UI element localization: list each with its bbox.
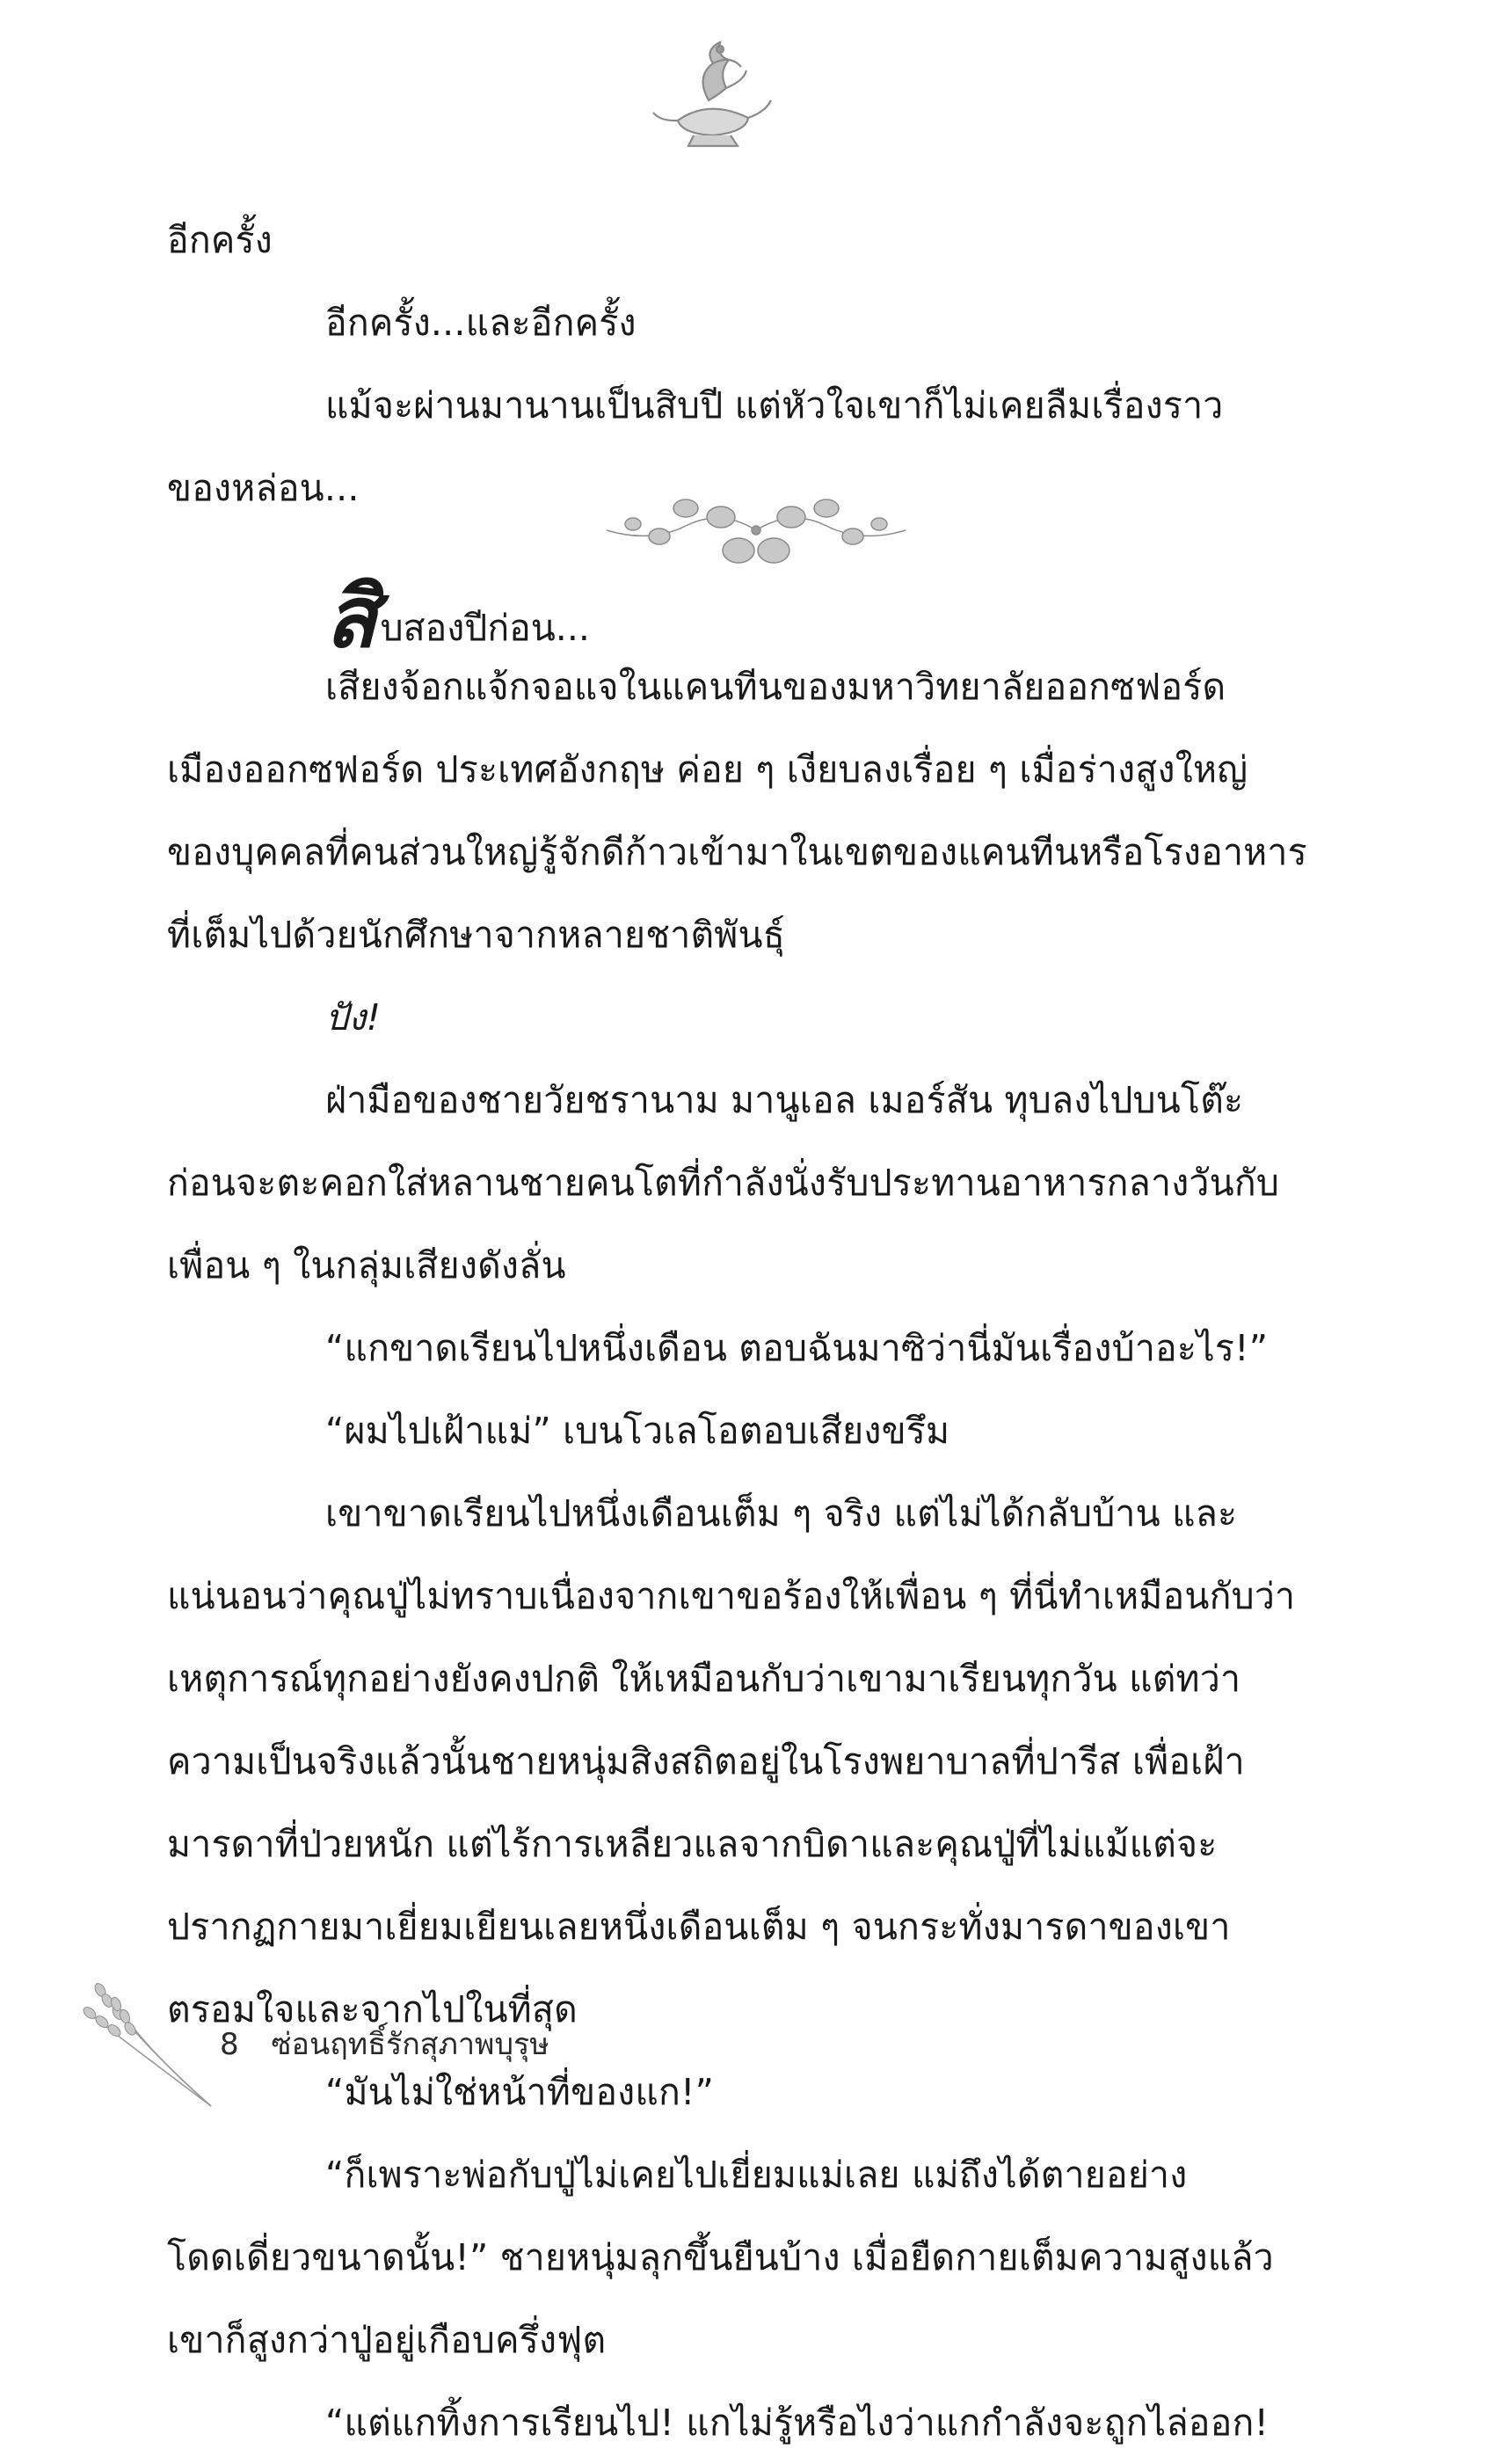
paragraph-line: ความเป็นจริงแล้วนั้นชายหนุ่มสิงสถิตอยู่ในโรงพยาบาลที่ปารีส เพื่อเฝ้า <box>167 1740 1245 1782</box>
chapter-opening-text: บสองปีก่อน... <box>380 607 590 649</box>
paragraph-line: ที่เต็มไปด้วยนักศึกษาจากหลายชาติพันธุ์ <box>167 914 785 956</box>
page-number: 8 <box>220 2027 239 2062</box>
sound-effect: ปัง! <box>325 996 382 1039</box>
lavender-sprig-icon <box>79 1974 229 2115</box>
paragraph-line: เสียงจ้อกแจ้กจอแจในแคนทีนของมหาวิทยาลัยออกซฟอร์ด <box>325 666 1226 708</box>
dialogue-line: “แกขาดเรียนไปหนึ่งเดือน ตอบฉันมาซิว่านี่มันเรื่องบ้าอะไร!” <box>325 1327 1269 1369</box>
paragraph-line: ของบุคคลที่คนส่วนใหญ่รู้จักดีก้าวเข้ามาในเขตของแคนทีนหรือโรงอาหาร <box>167 831 1307 873</box>
paragraph-line: เหตุการณ์ทุกอย่างยังคงปกติ ให้เหมือนกับว่าเขามาเรียนทุกวัน แต่ทว่า <box>167 1658 1241 1700</box>
intro-line <box>167 364 1250 447</box>
intro-line: ของหล่อน... <box>167 467 360 509</box>
dialogue-line: “แต่แกทิ้งการเรียนไป! แกไม่รู้หรือไงว่าแกกำลังจะถูกไล่ออก! <box>325 2402 1270 2444</box>
paragraph-line: ฝ่ามือของชายวัยชรานาม มานูเอล เมอร์สัน ทุบลงไปบนโต๊ะ <box>325 1079 1244 1121</box>
intro-line: อีกครั้ง...และอีกครั้ง <box>325 302 637 344</box>
book-title: ซ่อนฤทธิ์รักสุภาพบุรุษ <box>271 2027 549 2062</box>
paragraph-line: “ก็เพราะพ่อกับปู่ไม่เคยไปเยี่ยมแม่เลย แม่ถึงได้ตายอย่าง <box>325 2154 1188 2196</box>
paragraph-line: เขาก็สูงกว่าปู่อยู่เกือบครึ่งฟุต <box>167 2319 607 2361</box>
footer-text <box>220 2020 549 2067</box>
paragraph-line: มารดาที่ป่วยหนัก แต่ไร้การเหลียวแลจากบิดาและคุณปู่ที่ไม่แม้แต่จะ <box>167 1823 1218 1865</box>
intro-section <box>167 199 1250 529</box>
paragraph-line: ตรอมใจและจากไปในที่สุด <box>167 1988 578 2030</box>
drop-cap: สิ <box>325 567 377 667</box>
paragraph-line: ปรากฏกายมาเยี่ยมเยียนเลยหนึ่งเดือนเต็ม ๆ จนกระทั่งมารดาของเขา <box>167 1906 1231 1948</box>
paragraph-line: เขาขาดเรียนไปหนึ่งเดือนเต็ม ๆ จริง แต่ไม่ได้กลับบ้าน และ <box>325 1492 1238 1535</box>
intro-line-text: แม้จะผ่านมานานเป็นสิบปี แต่หัวใจเขาก็ไม่เคยลืมเรื่องราว <box>325 384 1224 426</box>
dialogue-line: “มันไม่ใช่หน้าที่ของแก!” <box>325 2071 715 2113</box>
floral-divider-icon <box>589 482 923 579</box>
dialogue-line: “ผมไปเฝ้าแม่” เบนโวเลโอตอบเสียงขรึม <box>325 1410 950 1452</box>
body-section <box>167 645 1307 2464</box>
genie-lamp-icon <box>643 37 775 151</box>
paragraph-line: เพื่อน ๆ ในกลุ่มเสียงดังลั่น <box>167 1244 566 1287</box>
paragraph-line: โดดเดี่ยวขนาดนั้น!” ชายหนุ่มลุกขึ้นยืนบ้าง เมื่อยืดกายเต็มความสูงแล้ว <box>167 2236 1274 2278</box>
intro-line: อีกครั้ง <box>167 219 273 261</box>
page-footer <box>79 1974 695 2115</box>
paragraph-line: แน่นอนว่าคุณปู่ไม่ทราบเนื่องจากเขาขอร้องให้เพื่อน ๆ ที่นี่ทำเหมือนกับว่า <box>167 1575 1296 1617</box>
paragraph-line: เมืองออกซฟอร์ด ประเทศอังกฤษ ค่อย ๆ เงียบลงเรื่อย ๆ เมื่อร่างสูงใหญ่ <box>167 748 1248 791</box>
paragraph-line: ก่อนจะตะคอกใส่หลานชายคนโตที่กำลังนั่งรับประทานอาหารกลางวันกับ <box>167 1162 1280 1204</box>
